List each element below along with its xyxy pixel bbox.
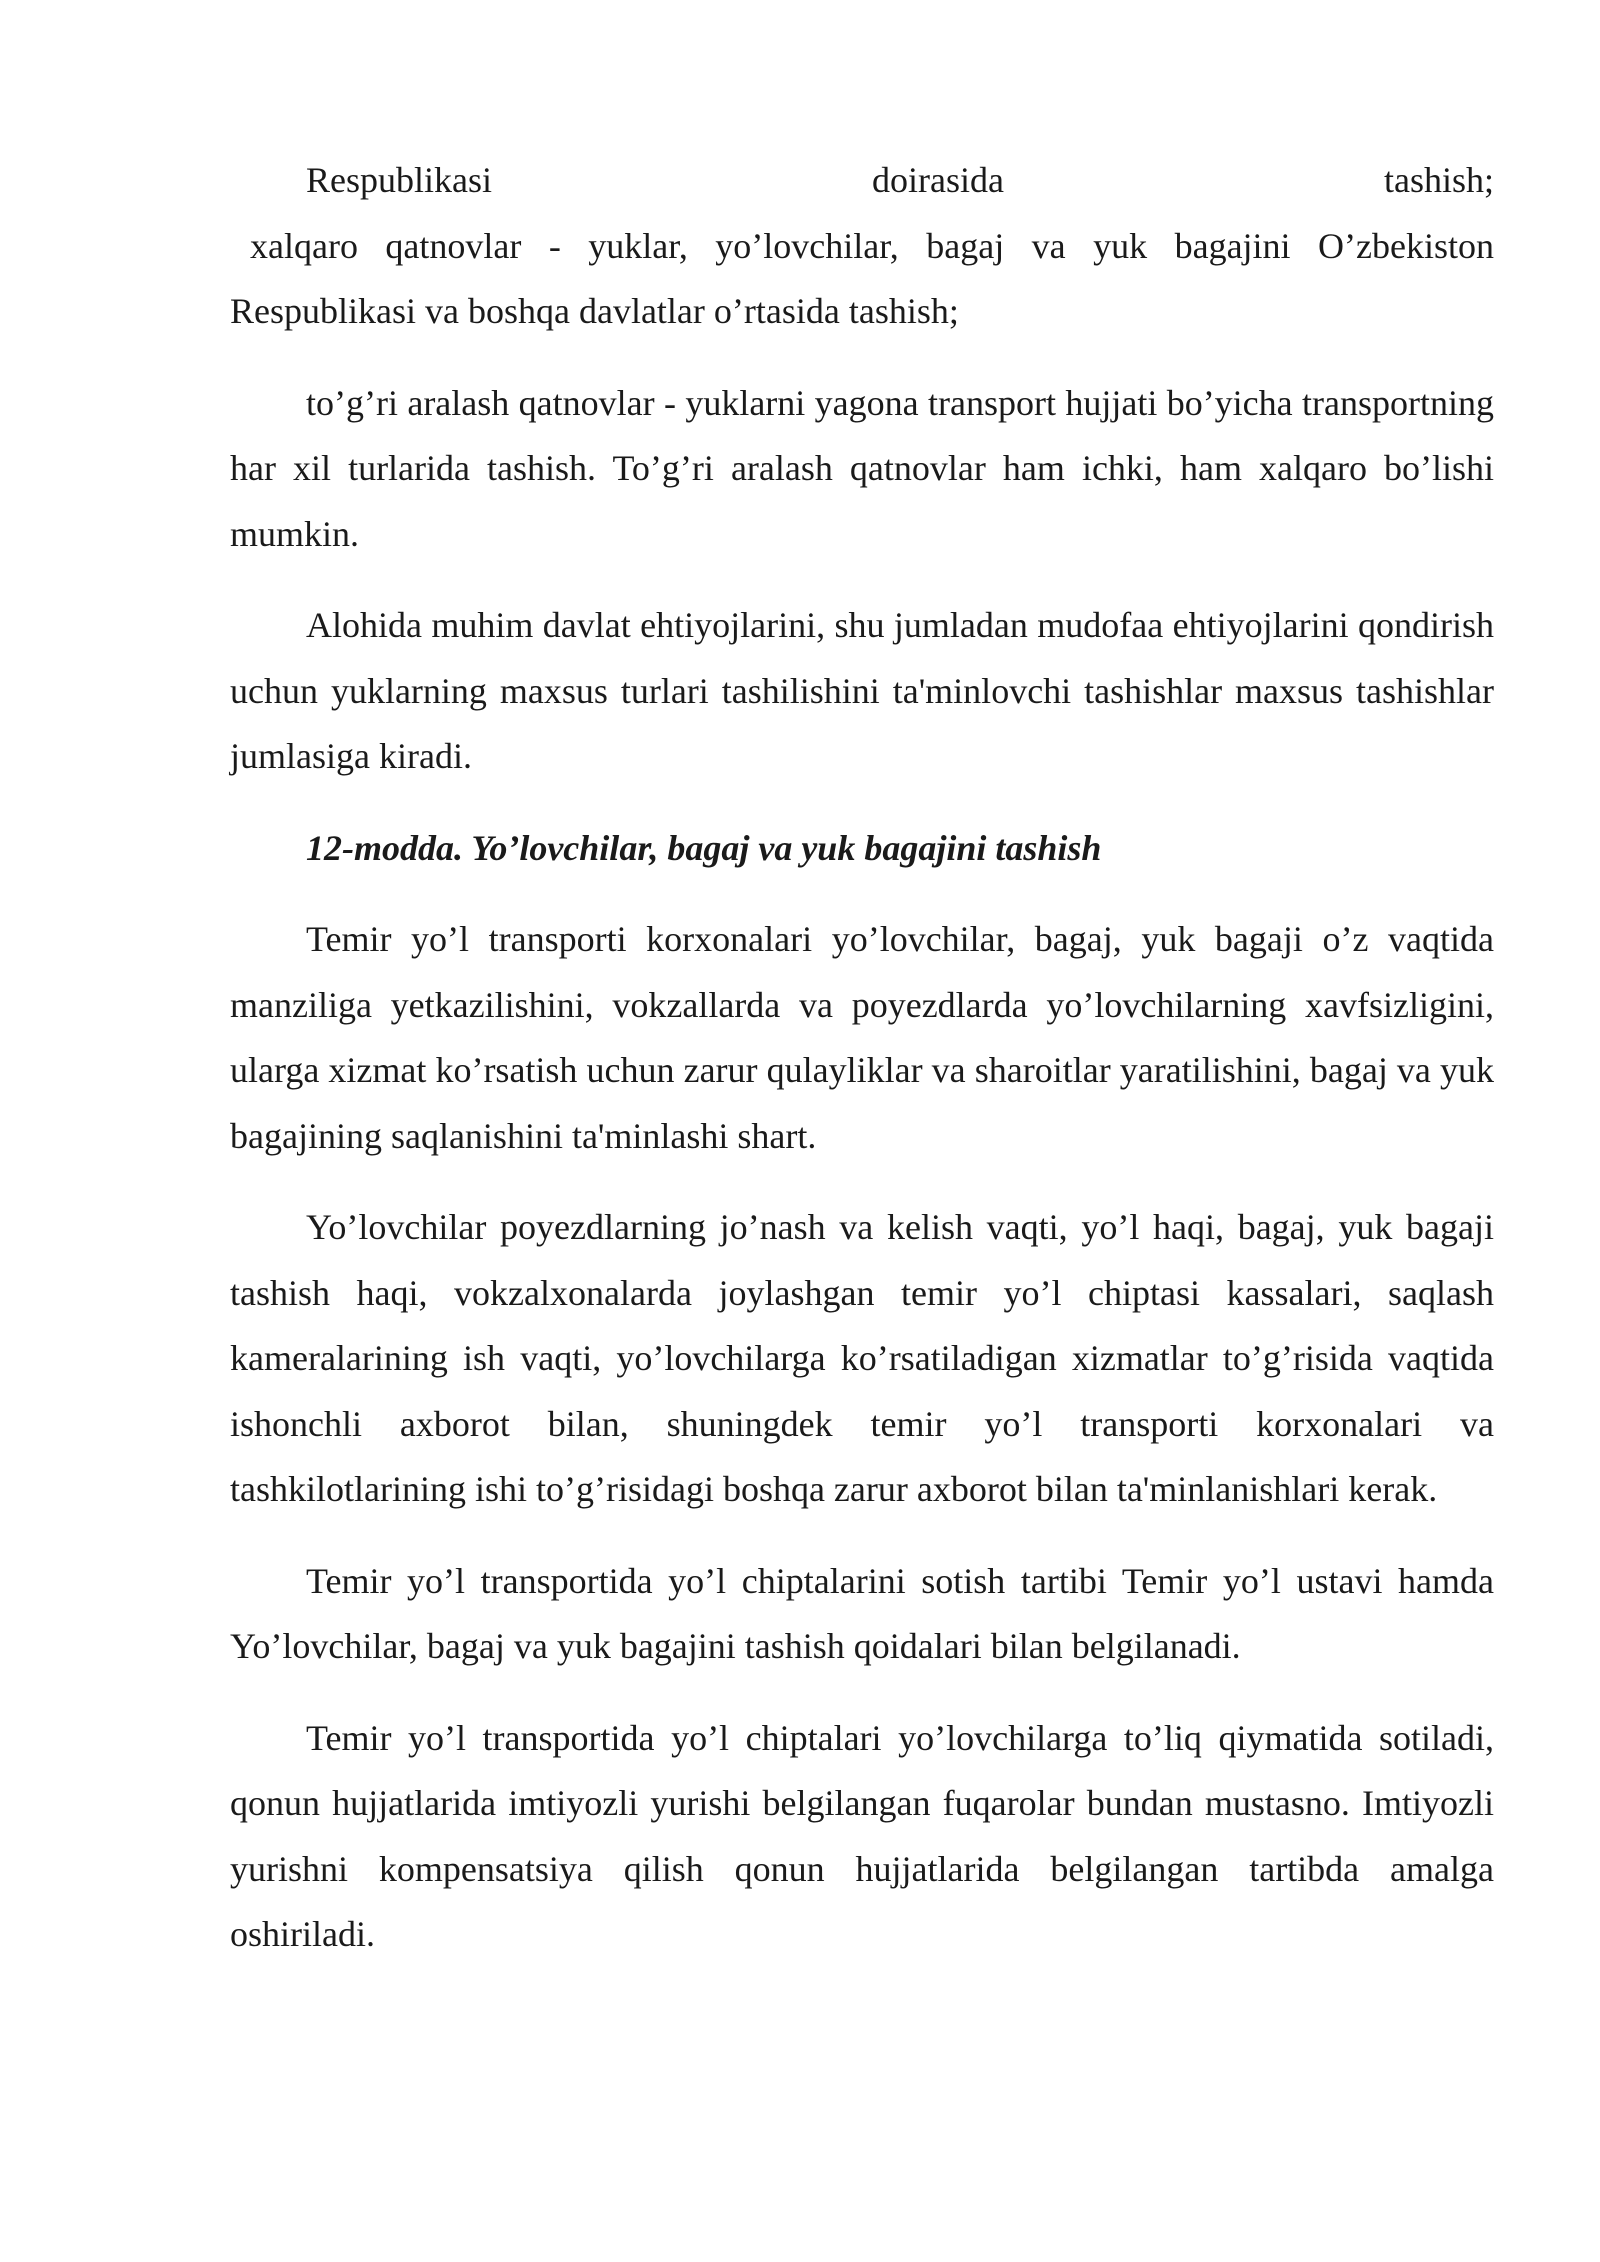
paragraph-special-transport: Alohida muhim davlat ehtiyojlarini, shu jumladan mudofaa ehtiyojlarini qondirish uchun yuklarning maxsus turlari tashilishini ta'minlovchi tashishlar maxsus tashishlar jumlasiga kiradi. [230,605,1494,776]
paragraph-international-transport: xalqaro qatnovlar - yuklar, yo’lovchilar, bagaj va yuk bagajini O’zbekiston Respublikasi va boshqa davlatlar o’rtasida tashish; [230,225,1494,331]
paragraph-mixed-transport: to’g’ri aralash qatnovlar - yuklarni yagona transport hujjati bo’yicha transportning har xil turlarida tashish. To’g’ri aralash qatnovlar ham ichki, ham xalqaro bo’lishi mumkin. [230,382,1494,554]
first-line-word-1: Respublikasi [306,160,492,200]
paragraph-enterprise-duties: Temir yo’l transporti korxonalari yo’lovchilar, bagaj, yuk bagaji o’z vaqtida manziliga yetkazilishini, vokzallarda va poyezdlarda yo’lovchilarning xavfsizligini, ularga xizmat ko’rsatish uchun zarur qulayliklar va sharoitlar yaratilishini, bagaj va yuk bagajining saqlanishini ta'minlashi shart. [230,919,1494,1156]
paragraph-passenger-information: Yo’lovchilar poyezdlarning jo’nash va kelish vaqti, yo’l haqi, bagaj, yuk bagaji tashish haqi, vokzalxonalarda joylashgan temir yo’l chiptasi kassalari, saqlash kameralarining ish vaqti, yo’lovchilarga ko’rsatiladigan xizmatlar to’g’risida vaqtida ishonchli axborot bilan, shuningdek temir yo’l transporti korxonalari va tashkilotlarining ishi to’g’risidagi boshqa zarur axborot bilan ta'minlanishlari kerak. [230,1207,1494,1509]
document-page [230,148,1494,1994]
article-heading: 12-modda. Yo’lovchilar, bagaj va yuk bagajini tashish [306,827,1102,868]
first-line-word-2: doirasida [872,160,1004,200]
first-line-word-3: tashish; [1383,160,1494,200]
first-line [230,148,1494,214]
paragraph-ticket-full-value: Temir yo’l transportida yo’l chiptalari yo’lovchilarga to’liq qiymatida sotiladi, qonun hujjatlarida imtiyozli yurishi belgilangan fuqarolar bundan mustasno. Imtiyozli yurishni kompensatsiya qilish qonun hujjatlarida belgilangan tartibda amalga oshiriladi. [230,1717,1494,1954]
paragraph-ticket-sales-order: Temir yo’l transportida yo’l chiptalarini sotish tartibi Temir yo’l ustavi hamda Yo’lovchilar, bagaj va yuk bagajini tashish qoidalari bilan belgilanadi. [230,1560,1494,1666]
